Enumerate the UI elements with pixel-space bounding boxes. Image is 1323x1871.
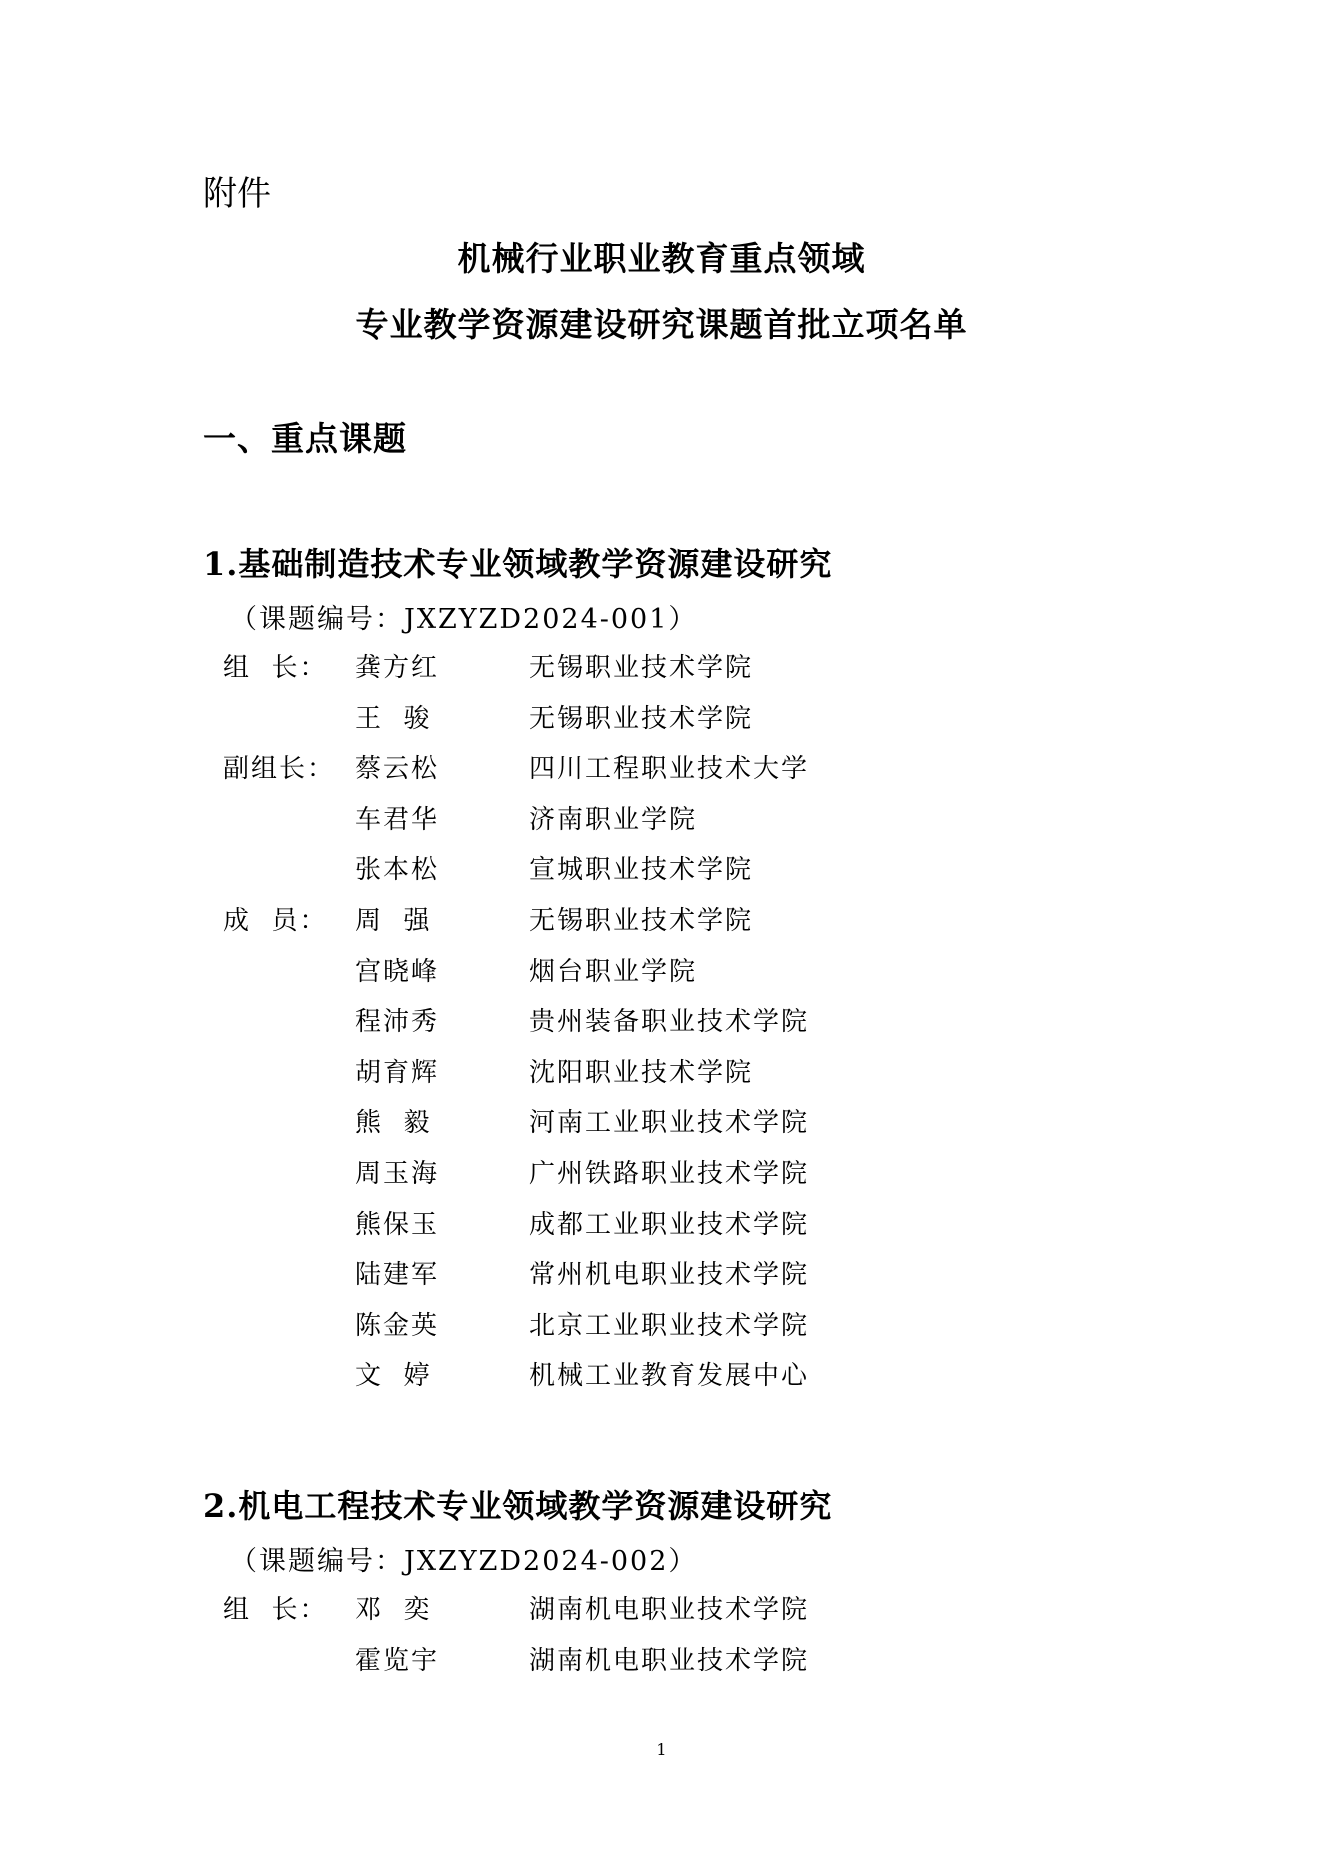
member-list [203, 1585, 1203, 1686]
member-row [203, 1301, 1203, 1352]
topic-code: （课题编号：JXZYZD2024-001） [230, 604, 698, 635]
member-org: 广州铁路职业技术学院 [529, 1158, 810, 1189]
member-name: 车君华 [355, 804, 440, 835]
member-name: 周 强 [355, 905, 432, 936]
attachment-label: 附件 [203, 174, 271, 214]
member-row [203, 1200, 1203, 1251]
member-name: 熊 毅 [355, 1108, 432, 1139]
member-name: 陆建军 [355, 1260, 440, 1291]
member-row [203, 795, 1203, 846]
member-org: 济南职业学院 [529, 804, 698, 835]
member-org: 成都工业职业技术学院 [529, 1209, 810, 1240]
member-org: 机械工业教育发展中心 [529, 1361, 810, 1392]
member-role: 副组长： [223, 754, 336, 785]
member-org: 烟台职业学院 [529, 956, 698, 987]
member-org: 湖南机电职业技术学院 [529, 1645, 810, 1676]
member-row [203, 1048, 1203, 1099]
member-name: 周玉海 [355, 1158, 440, 1189]
member-name: 胡育辉 [355, 1057, 440, 1088]
member-role: 组 长： [223, 1595, 328, 1625]
member-list [203, 643, 1203, 1402]
document-title-line-2: 专业教学资源建设研究课题首批立项名单 [355, 305, 968, 344]
member-row [203, 896, 1203, 947]
member-org: 四川工程职业技术大学 [529, 754, 810, 785]
member-org: 常州机电职业技术学院 [529, 1260, 810, 1291]
member-name: 霍览宇 [355, 1645, 440, 1676]
member-name: 蔡云松 [355, 754, 440, 785]
member-role: 成 员： [223, 905, 328, 936]
member-org: 宣城职业技术学院 [529, 855, 754, 886]
member-row [203, 1250, 1203, 1301]
member-row [203, 694, 1203, 745]
member-org: 湖南机电职业技术学院 [529, 1595, 810, 1625]
member-row [203, 1585, 1203, 1636]
member-org: 无锡职业技术学院 [529, 703, 754, 734]
member-row [203, 744, 1203, 795]
member-name: 陈金英 [355, 1310, 440, 1341]
member-name: 熊保玉 [355, 1209, 440, 1240]
member-org: 贵州装备职业技术学院 [529, 1007, 810, 1038]
topic-title: 2.机电工程技术专业领域教学资源建设研究 [203, 1487, 833, 1525]
member-name: 龚方红 [355, 653, 440, 683]
member-org: 北京工业职业技术学院 [529, 1310, 810, 1341]
topic-title: 1.基础制造技术专业领域教学资源建设研究 [203, 545, 833, 583]
member-name: 张本松 [355, 855, 440, 886]
member-row [203, 845, 1203, 896]
section-heading: 一、重点课题 [203, 419, 407, 458]
member-row [203, 947, 1203, 998]
member-row [203, 997, 1203, 1048]
member-row [203, 1098, 1203, 1149]
member-role: 组 长： [223, 653, 328, 683]
member-org: 河南工业职业技术学院 [529, 1108, 810, 1139]
member-name: 邓 奕 [355, 1595, 432, 1625]
topic-2 [203, 1482, 1203, 1686]
member-row [203, 1149, 1203, 1200]
member-name: 王 骏 [355, 703, 432, 734]
member-row [203, 643, 1203, 694]
page-number: 1 [656, 1740, 667, 1759]
member-name: 程沛秀 [355, 1007, 440, 1038]
member-org: 无锡职业技术学院 [529, 905, 754, 936]
member-name: 宫晓峰 [355, 956, 440, 987]
member-org: 沈阳职业技术学院 [529, 1057, 754, 1088]
document-title-line-1: 机械行业职业教育重点领域 [457, 239, 866, 278]
member-org: 无锡职业技术学院 [529, 653, 754, 683]
member-row [203, 1636, 1203, 1687]
topic-code: （课题编号：JXZYZD2024-002） [230, 1546, 698, 1577]
member-name: 文 婷 [355, 1361, 432, 1392]
topic-1 [203, 540, 1203, 1402]
member-row [203, 1351, 1203, 1402]
